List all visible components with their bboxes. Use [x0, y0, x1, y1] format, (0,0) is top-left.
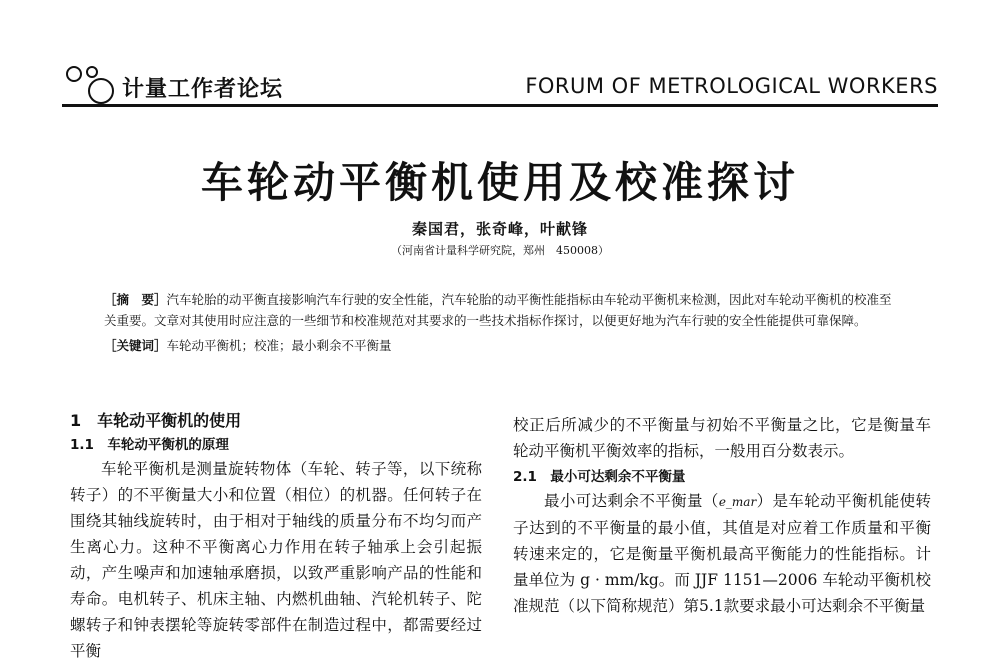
subsection-heading: 1.1 车轮动平衡机的原理 [70, 437, 229, 453]
paragraph-text-after-symbol: ）是车轮动平衡机能使转子达到的不平衡量的最小值，其值是对应着工作质量和平衡转速来定的，它是衡量平衡机最高平衡能力的性能指标。计量单位为 g · mm/kg。而 JJF 1151—2006 车轮动平衡机校准规范（以下简称规范）第5.1款要求最小可达剩余不平衡量 [513, 492, 931, 615]
abstract-block [104, 289, 900, 356]
paragraph-text-before-symbol: 最小可达剩余不平衡量（ [544, 492, 719, 510]
body-paragraph-continued: 校正后所减少的不平衡量与初始不平衡量之比，它是衡量车轮动平衡机平衡效率的指标，一般用百分数表示。 [513, 416, 931, 460]
abstract-label: ［摘 要］ [104, 292, 167, 307]
abstract-paragraph [104, 289, 900, 331]
header-rule [62, 104, 938, 107]
column-name: 计量工作者论坛 [122, 72, 283, 107]
running-header [62, 62, 938, 108]
keywords-text: 车轮动平衡机；校准；最小剩余不平衡量 [166, 338, 392, 353]
abstract-text: 汽车轮胎的动平衡直接影响汽车行驶的安全性能，汽车轮胎的动平衡性能指标由车轮动平衡机来检测，因此对车轮动平衡机的校准至关重要。文章对其使用时应注意的一些细节和校准规范对其要求的一些技术指标作探讨，以便更好地为汽车行驶的安全性能提供可靠保障。 [104, 292, 892, 328]
article-authors: 秦国君，张奇峰，叶献锋 [411, 220, 588, 238]
keywords-label: ［关键词］ [104, 338, 167, 353]
header-logo-circles-icon [62, 62, 124, 106]
section-heading: 1 车轮动平衡机的使用 [70, 411, 242, 430]
right-column [513, 412, 931, 619]
body-paragraph-2-1 [513, 488, 931, 619]
symbol-e-mar: e_mar [718, 495, 757, 509]
body-paragraph: 车轮平衡机是测量旋转物体（车轮、转子等，以下统称转子）的不平衡量大小和位置（相位）的机器。任何转子在围绕其轴线旋转时，由于相对于轴线的质量分布不均匀而产生离心力。这种不平衡离心力作用在转子轴承上会引起振动，产生噪声和加速轴承磨损，以致严重影响产品的性能和寿命。电机转子、机床主轴、内燃机曲轴、汽轮机转子、陀螺转子和钟表摆轮等旋转零部件在制造过程中，都需要经过平衡 [70, 460, 482, 660]
keywords-paragraph [104, 335, 900, 356]
article-affiliation: （河南省计量科学研究院，郑州 450008） [391, 244, 609, 257]
journal-section-name: FORUM OF METROLOGICAL WORKERS [525, 74, 938, 98]
left-column [70, 408, 482, 664]
article-title: 车轮动平衡机使用及校准探讨 [200, 158, 799, 207]
subsection-heading-2-1: 2.1 最小可达剩余不平衡量 [513, 469, 686, 485]
